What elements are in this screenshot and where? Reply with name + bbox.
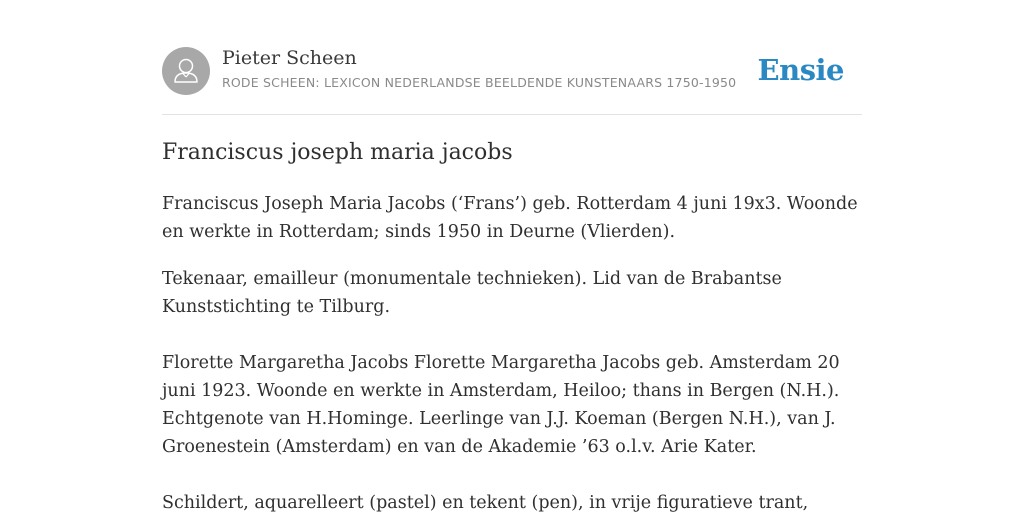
article-body	[162, 138, 862, 512]
article-paragraph: Franciscus Joseph Maria Jacobs (‘Frans’) geb. Rotterdam 4 juni 19x3. Woonde en werkte in Rotterdam; sinds 1950 in Deurne (Vlierden).	[162, 194, 858, 242]
source-title[interactable]: RODE SCHEEN: LEXICON NEDERLANDSE BEELDENDE KUNSTENAARS 1750-1950	[222, 75, 737, 90]
article-paragraph: Florette Margaretha Jacobs Florette Margaretha Jacobs geb. Amsterdam 20 juni 1923. Woonde en werkte in Amsterdam, Heiloo; thans in Bergen (N.H.). Echtgenote van H.Hominge. Leerlinge van J.J. Koeman (Bergen N.H.), van J. Groenestein (Amsterdam) en van de Akademie ’63 o.l.v. Arie Kater.	[162, 353, 840, 457]
article-header	[162, 46, 862, 115]
user-avatar-icon[interactable]	[162, 47, 210, 95]
user-silhouette-icon	[162, 47, 210, 95]
author-name[interactable]: Pieter Scheen	[222, 47, 357, 69]
article-title: Franciscus joseph maria jacobs	[162, 140, 513, 165]
ensie-logo[interactable]: Ensie	[757, 53, 844, 87]
article-paragraph: Tekenaar, emailleur (monumentale technieken). Lid van de Brabantse Kunststichting te Tilburg.	[162, 269, 782, 317]
article-paragraph: Schildert, aquarelleert (pastel) en tekent (pen), in vrije figuratieve trant,	[162, 493, 809, 512]
